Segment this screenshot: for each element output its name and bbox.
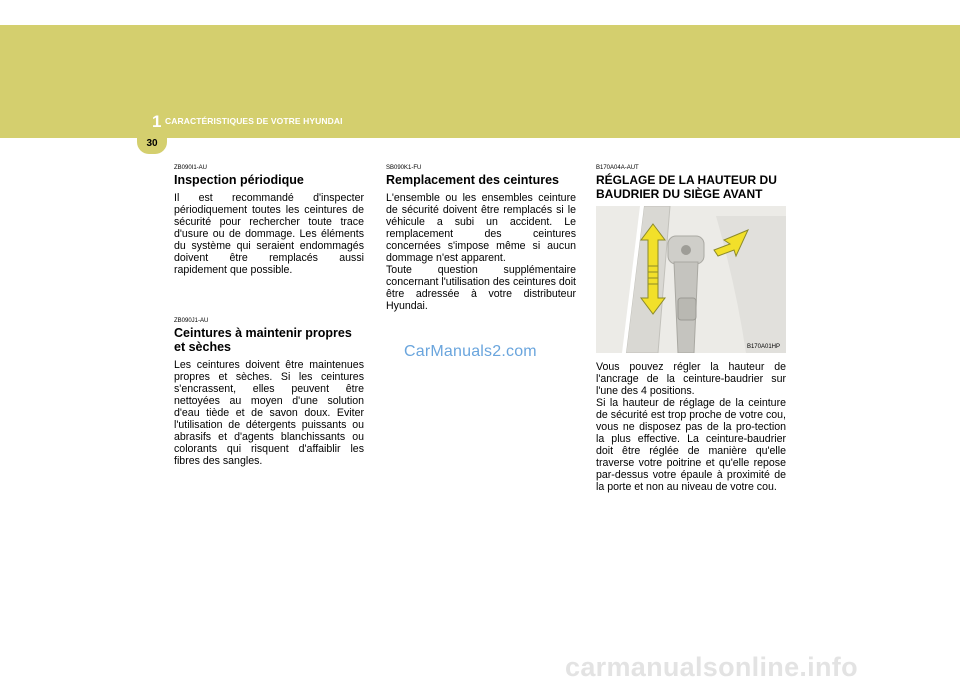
section-inspection	[174, 165, 364, 276]
section-body: L'ensemble ou les ensembles ceinture de sécurité doivent être remplacés si le véhicule a subi un accident. Le remplacement des ceintures concernées s'impose même si aucun dommage n'est apparent. Toute question supplémentaire concernant l'utilisation des ceintures doit être adressée à votre distributeur Hyundai.	[386, 192, 576, 312]
section-code: SB090K1-FU	[386, 165, 422, 171]
section-title: Inspection périodique	[174, 173, 304, 187]
chapter-number: 1	[152, 112, 162, 131]
section-code: ZB090I1-AU	[174, 165, 208, 171]
section-height-adjust	[596, 165, 786, 493]
section-code: B170A04A-AUT	[596, 165, 639, 171]
column-right	[596, 165, 786, 493]
watermark-carmanuals2[interactable]: CarManuals2.com	[404, 343, 537, 360]
header-band	[0, 25, 960, 138]
section-code: ZB090J1-AU	[174, 318, 209, 324]
column-middle	[386, 165, 576, 312]
section-body: Les ceintures doivent être maintenues propres et sèches. Si les ceintures s'encrassent, elles peuvent être nettoyées au moyen d'une solution d'eau tiède et de savon doux. Eviter l'utilisation de détergents puissants ou abrasifs et d'agents blanchissants ou colorants qui risquent d'affaiblir les fibres des sangles.	[174, 359, 364, 467]
section-title: RÉGLAGE DE LA HAUTEUR DU BAUDRIER DU SIÈGE AVANT	[596, 173, 777, 201]
section-title: Remplacement des ceintures	[386, 173, 559, 187]
seatbelt-anchor-drawing	[596, 206, 786, 353]
section-body: Vous pouvez régler la hauteur de l'ancrage de la ceinture-baudrier sur l'une des 4 positions. Si la hauteur de réglage de la ceinture de sécurité est trop proche de votre cou, vous ne disposez pas de la pro-tection la plus effective. La ceinture-baudrier doit être réglée de manière qu'elle traverse votre poitrine et qu'elle repose par-dessus votre épaule à proximité de la porte et non au niveau de votre cou.	[596, 361, 786, 493]
column-left	[174, 165, 364, 467]
section-body: Il est recommandé d'inspecter périodiquement toutes les ceintures de sécurité pour rechercher toute trace d'usure ou de dommage. Les éléments du système qui seraient endommagés doivent être remplacés aussi rapidement que possible.	[174, 192, 364, 276]
seatbelt-illustration	[596, 206, 786, 353]
page-number: 30	[146, 138, 158, 149]
section-replacement	[386, 165, 576, 312]
watermark-carmanualsonline[interactable]: carmanualsonline.info	[565, 652, 858, 682]
figure-code: B170A01HP	[746, 344, 780, 350]
section-title: Ceintures à maintenir propres et sèches	[174, 326, 352, 354]
chapter-title: CARACTÉRISTIQUES DE VOTRE HYUNDAI	[165, 116, 343, 126]
section-clean-dry	[174, 318, 364, 467]
